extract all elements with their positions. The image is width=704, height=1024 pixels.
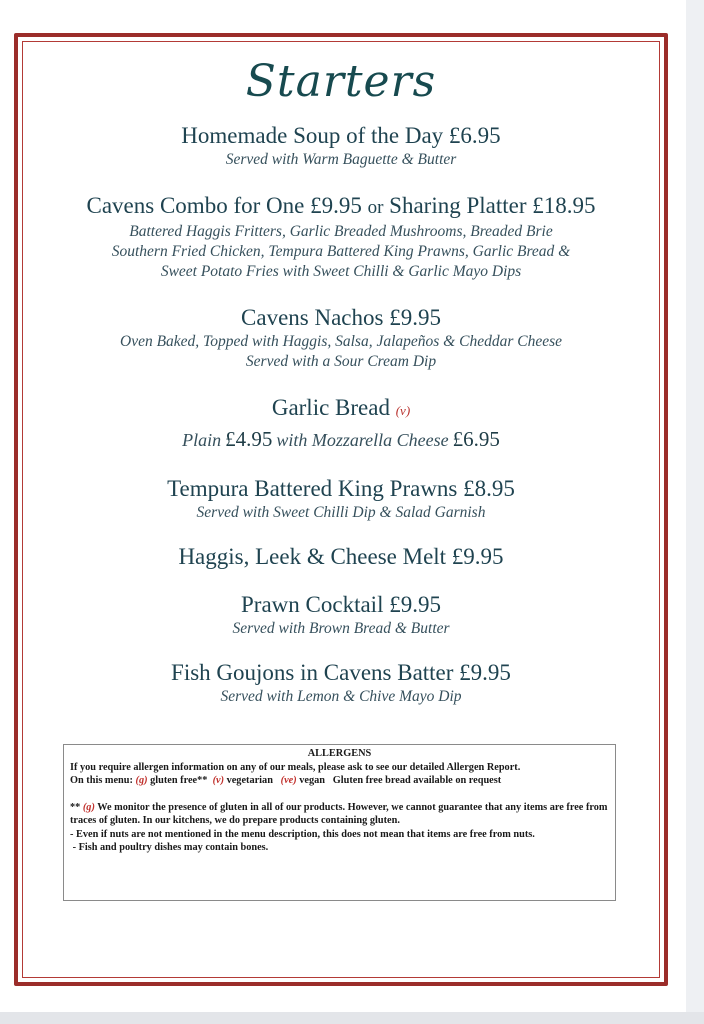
with-label: with Mozzarella Cheese bbox=[276, 430, 449, 450]
item-desc: Sweet Potato Fries with Sweet Chilli & Garlic Mayo Dips bbox=[160, 263, 522, 280]
item-desc: Southern Fried Chicken, Tempura Battered King Prawns, Garlic Bread & bbox=[111, 243, 571, 260]
allergen-line1: If you require allergen information on any of our meals, please ask to see our detailed Allergen Report. bbox=[70, 761, 521, 773]
item-name-platter: Sharing Platter £18.95 bbox=[389, 193, 596, 218]
vegan-tag: (ve) bbox=[280, 775, 297, 786]
starters-menu bbox=[30, 52, 652, 707]
item-desc: Served with Warm Baguette & Butter bbox=[225, 151, 457, 168]
gluten-note bbox=[70, 801, 609, 828]
item-name: Fish Goujons in Cavens Batter £9.95 bbox=[171, 660, 511, 685]
page-title: Starters bbox=[245, 56, 437, 107]
nuts-note: - Even if nuts are not mentioned in the menu description, this does not mean that items are free from nuts. bbox=[70, 828, 535, 840]
menu-item-haggis-melt bbox=[30, 543, 652, 571]
item-name: Prawn Cocktail £9.95 bbox=[241, 592, 441, 617]
allergen-heading: ALLERGENS bbox=[307, 748, 372, 759]
with-price: £6.95 bbox=[452, 427, 500, 451]
allergen-notice bbox=[63, 744, 616, 901]
menu-item-combo bbox=[30, 192, 652, 282]
item-name-combo: Cavens Combo for One £9.95 bbox=[86, 193, 362, 218]
gluten-free-tag: (g) bbox=[135, 775, 148, 786]
item-desc: Oven Baked, Topped with Haggis, Salsa, Jalapeños & Cheddar Cheese bbox=[120, 333, 562, 350]
menu-item-prawns bbox=[30, 475, 652, 523]
item-desc: Served with a Sour Cream Dip bbox=[245, 353, 437, 370]
item-desc: Served with Lemon & Chive Mayo Dip bbox=[220, 688, 462, 705]
vegetarian-label: vegetarian bbox=[226, 775, 273, 786]
gluten-note-tag: (g) bbox=[82, 801, 95, 813]
item-name bbox=[30, 192, 652, 222]
note-stars: ** bbox=[70, 801, 81, 813]
menu-item-soup bbox=[30, 122, 652, 170]
item-name: Haggis, Leek & Cheese Melt £9.95 bbox=[178, 544, 504, 569]
item-desc: Battered Haggis Fritters, Garlic Breaded Mushrooms, Breaded Brie bbox=[129, 223, 553, 240]
vegan-label: vegan bbox=[299, 775, 325, 786]
vegetarian-key-tag: (v) bbox=[212, 775, 225, 786]
plain-price: £4.95 bbox=[225, 427, 273, 451]
allergen-line2 bbox=[70, 774, 609, 788]
item-desc: Served with Sweet Chilli Dip & Salad Garnish bbox=[196, 504, 486, 521]
item-name: Homemade Soup of the Day £6.95 bbox=[181, 123, 501, 148]
item-name: Tempura Battered King Prawns £8.95 bbox=[167, 476, 515, 501]
menu-key-prefix: On this menu: bbox=[70, 775, 133, 786]
plain-label: Plain bbox=[182, 430, 222, 450]
page-bottom-edge bbox=[0, 1012, 704, 1024]
item-name: Cavens Nachos £9.95 bbox=[241, 305, 441, 330]
menu-item-prawn-cocktail bbox=[30, 591, 652, 639]
garlic-bread-prices bbox=[30, 425, 652, 456]
menu-item-garlic-bread bbox=[30, 394, 652, 456]
item-desc: Served with Brown Bread & Butter bbox=[232, 620, 450, 637]
gluten-free-label: gluten free** bbox=[150, 775, 208, 786]
bones-note: - Fish and poultry dishes may contain bones. bbox=[70, 842, 269, 853]
or-word: or bbox=[367, 197, 384, 218]
gluten-free-bread-note: Gluten free bread available on request bbox=[332, 775, 502, 786]
gluten-note-text: We monitor the presence of gluten in all of our products. However, we cannot guarantee that any items are free from traces of gluten. In our kitchens, we do prepare products containing gluten. bbox=[70, 801, 608, 826]
menu-item-goujons bbox=[30, 659, 652, 707]
menu-item-nachos bbox=[30, 304, 652, 372]
item-name-text: Garlic Bread bbox=[271, 395, 390, 420]
item-name bbox=[30, 394, 652, 425]
vegetarian-tag: (v) bbox=[395, 403, 411, 418]
